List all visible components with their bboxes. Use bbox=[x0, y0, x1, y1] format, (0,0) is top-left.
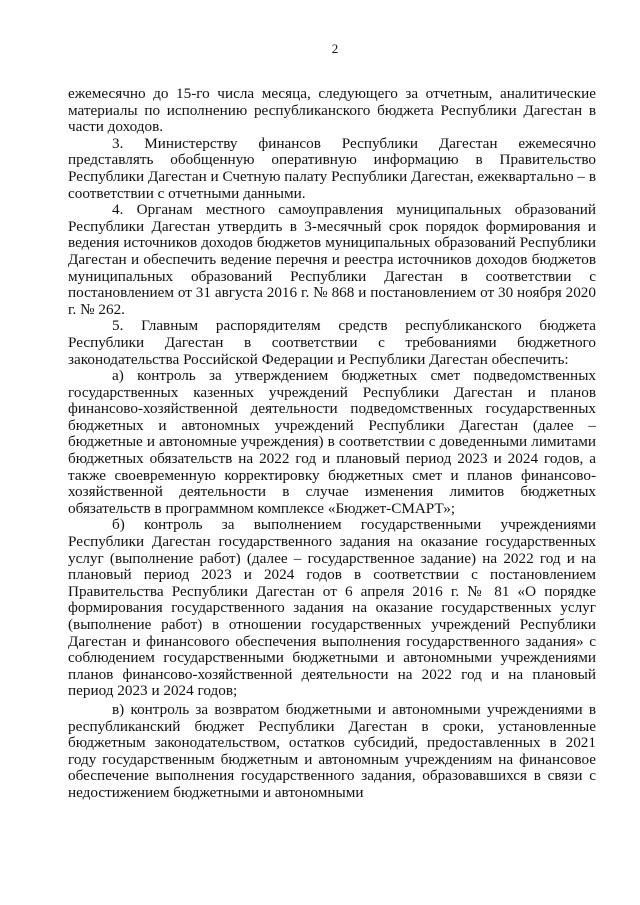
document-body bbox=[68, 86, 596, 802]
paragraph-continuation: ежемесячно до 15-го числа месяца, следующего за отчетным, аналитические материалы по исполнению республиканского бюджета Республики Дагестан в части доходов. bbox=[68, 85, 596, 136]
page-number: 2 bbox=[331, 41, 339, 56]
paragraph-subitem-b: б) контроль за выполнением государственными учреждениями Республики Дагестан государственного задания на оказание государственных услуг (выполнение работ) (далее – государственное задание) на 2022 год и на плановый период 2023 и 2024 годов в соответствии с постановлением Правительства Республики Дагестан от 6 апреля 2016 г. № 81 «О порядке формирования государственного задания на оказание государственных услуг (выполнение работ) в отношении государственных учреждений Республики Дагестан и финансового обеспечения выполнения государственного задания» с соблюдением государственными бюджетными и автономными учреждениями планов финансово-хозяйственной деятельности на 2022 год и на плановый период 2023 и 2024 годов; bbox=[68, 516, 596, 700]
paragraph-subitem-v: в) контроль за возвратом бюджетными и автономными учреждениями в республиканский бюджет Республики Дагестан в сроки, установленные бюджетным законодательством, остатков субсидий, предоставленных в 2021 году государственным бюджетным и автономным учреждениям на финансовое обеспечение выполнения государственного задания, образовавшихся в связи с недостижением бюджетными и автономными bbox=[68, 700, 596, 801]
paragraph-item-5: 5. Главным распорядителям средств республиканского бюджета Республики Дагестан в соответствии с требованиями бюджетного законодательства Российской Федерации и Республики Дагестан обеспечить: bbox=[68, 317, 596, 368]
paragraph-subitem-a: а) контроль за утверждением бюджетных смет подведомственных государственных казенных учреждений Республики Дагестан и планов финансово-хозяйственной деятельности подведомственных государственных бюджетных и автономных учреждений Республики Дагестан (далее – бюджетные и автономные учреждения) в соответствии с доведенными лимитами бюджетных обязательств на 2022 год и плановый период 2023 и 2024 годов, а также своевременную корректировку бюджетных смет и планов финансово-хозяйственной деятельности в случае изменения лимитов бюджетных обязательств в программном комплексе «Бюджет-СМАРТ»; bbox=[68, 367, 596, 517]
paragraph-item-4: 4. Органам местного самоуправления муниципальных образований Республики Дагестан утвердить в 3-месячный срок порядок формирования и ведения источников доходов бюджетов муниципальных образований Республики Дагестан и обеспечить ведение перечня и реестра источников доходов бюджетов муниципальных образований Республики Дагестан в соответствии с постановлением от 31 августа 2016 г. № 868 и постановлением от 30 ноября 2020 г. № 262. bbox=[68, 201, 596, 318]
paragraph-item-3: 3. Министерству финансов Республики Дагестан ежемесячно представлять обобщенную оперативную информацию в Правительство Республики Дагестан и Счетную палату Республики Дагестан, ежеквартально – в соответствии с отчетными данными. bbox=[68, 134, 596, 202]
